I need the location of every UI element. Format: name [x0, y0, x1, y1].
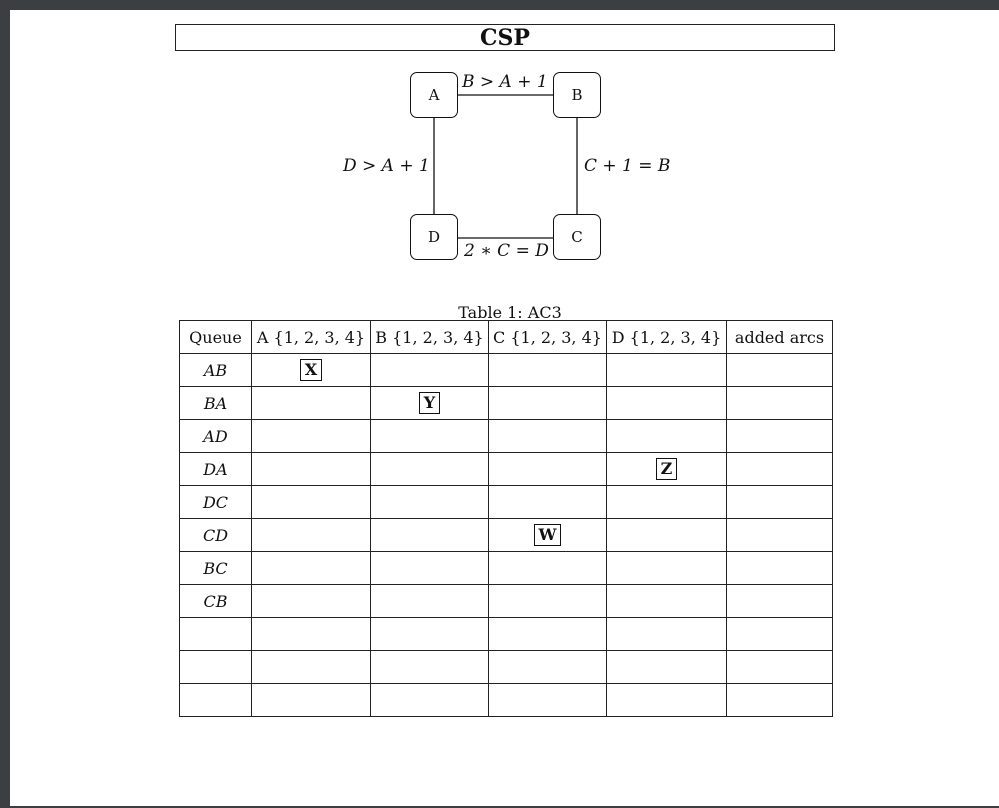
- cell-added-arcs: [727, 684, 833, 717]
- node-b: B: [553, 72, 601, 118]
- cell-d: [607, 486, 727, 519]
- cell-d: [607, 387, 727, 420]
- cell-a: [252, 387, 371, 420]
- header-d-domain: D {1, 2, 3, 4}: [607, 321, 727, 354]
- cell-queue: [180, 651, 252, 684]
- table-header-row: [180, 321, 833, 354]
- cell-d: [607, 618, 727, 651]
- cell-added-arcs: [727, 486, 833, 519]
- cell-a: [252, 618, 371, 651]
- node-c: C: [553, 214, 601, 260]
- edge-label-b-c: C + 1 = B: [584, 156, 671, 176]
- header-c-domain: C {1, 2, 3, 4}: [489, 321, 607, 354]
- node-d: D: [410, 214, 458, 260]
- cell-added-arcs: [727, 651, 833, 684]
- cell-a: [252, 354, 371, 387]
- cell-d: [607, 684, 727, 717]
- table-row: [180, 552, 833, 585]
- cell-c: [489, 684, 607, 717]
- table-body: [180, 354, 833, 717]
- cell-b: [371, 552, 489, 585]
- cell-a: [252, 552, 371, 585]
- marker-box: W: [534, 524, 562, 546]
- cell-b: [371, 618, 489, 651]
- cell-queue: DC: [180, 486, 252, 519]
- cell-queue: CD: [180, 519, 252, 552]
- table-caption: Table 1: AC3: [458, 303, 562, 322]
- cell-added-arcs: [727, 453, 833, 486]
- cell-d: [607, 354, 727, 387]
- cell-a: [252, 453, 371, 486]
- header-b-domain: B {1, 2, 3, 4}: [371, 321, 489, 354]
- cell-d: [607, 585, 727, 618]
- cell-queue: DA: [180, 453, 252, 486]
- table-row: [180, 651, 833, 684]
- cell-c: [489, 486, 607, 519]
- cell-b: [371, 585, 489, 618]
- table-row: [180, 585, 833, 618]
- cell-a: [252, 651, 371, 684]
- table-row: [180, 387, 833, 420]
- cell-added-arcs: [727, 552, 833, 585]
- cell-b: [371, 486, 489, 519]
- table-row: [180, 519, 833, 552]
- edge-label-d-c: 2 ∗ C = D: [464, 241, 549, 261]
- page-title: CSP: [175, 24, 835, 51]
- cell-d: [607, 420, 727, 453]
- table-row: [180, 618, 833, 651]
- cell-queue: BA: [180, 387, 252, 420]
- edge-label-a-b: B > A + 1: [462, 72, 548, 92]
- cell-added-arcs: [727, 387, 833, 420]
- cell-d: [607, 552, 727, 585]
- marker-box: Y: [419, 392, 440, 414]
- edge-label-a-d: D > A + 1: [343, 156, 430, 176]
- table-row: [180, 684, 833, 717]
- cell-c: [489, 585, 607, 618]
- table-row: [180, 420, 833, 453]
- marker-box: Z: [656, 458, 678, 480]
- cell-b: [371, 453, 489, 486]
- cell-d: [607, 651, 727, 684]
- cell-b: [371, 420, 489, 453]
- cell-b: [371, 519, 489, 552]
- cell-queue: [180, 618, 252, 651]
- cell-b: [371, 354, 489, 387]
- cell-a: [252, 420, 371, 453]
- cell-a: [252, 486, 371, 519]
- cell-d: [607, 519, 727, 552]
- cell-a: [252, 585, 371, 618]
- table-row: [180, 453, 833, 486]
- cell-added-arcs: [727, 519, 833, 552]
- cell-queue: [180, 684, 252, 717]
- cell-queue: AB: [180, 354, 252, 387]
- ac3-table: [179, 320, 833, 717]
- cell-b: [371, 387, 489, 420]
- cell-c: [489, 552, 607, 585]
- cell-c: [489, 519, 607, 552]
- node-a: A: [410, 72, 458, 118]
- cell-c: [489, 618, 607, 651]
- cell-a: [252, 684, 371, 717]
- marker-box: X: [300, 359, 322, 381]
- cell-queue: BC: [180, 552, 252, 585]
- cell-added-arcs: [727, 618, 833, 651]
- cell-c: [489, 387, 607, 420]
- cell-c: [489, 420, 607, 453]
- header-queue: Queue: [180, 321, 252, 354]
- cell-c: [489, 354, 607, 387]
- cell-d: [607, 453, 727, 486]
- header-added-arcs: added arcs: [727, 321, 833, 354]
- cell-b: [371, 684, 489, 717]
- cell-b: [371, 651, 489, 684]
- table-row: [180, 486, 833, 519]
- table-row: [180, 354, 833, 387]
- cell-a: [252, 519, 371, 552]
- cell-added-arcs: [727, 420, 833, 453]
- cell-c: [489, 651, 607, 684]
- header-a-domain: A {1, 2, 3, 4}: [252, 321, 371, 354]
- cell-c: [489, 453, 607, 486]
- cell-added-arcs: [727, 354, 833, 387]
- cell-added-arcs: [727, 585, 833, 618]
- cell-queue: AD: [180, 420, 252, 453]
- cell-queue: CB: [180, 585, 252, 618]
